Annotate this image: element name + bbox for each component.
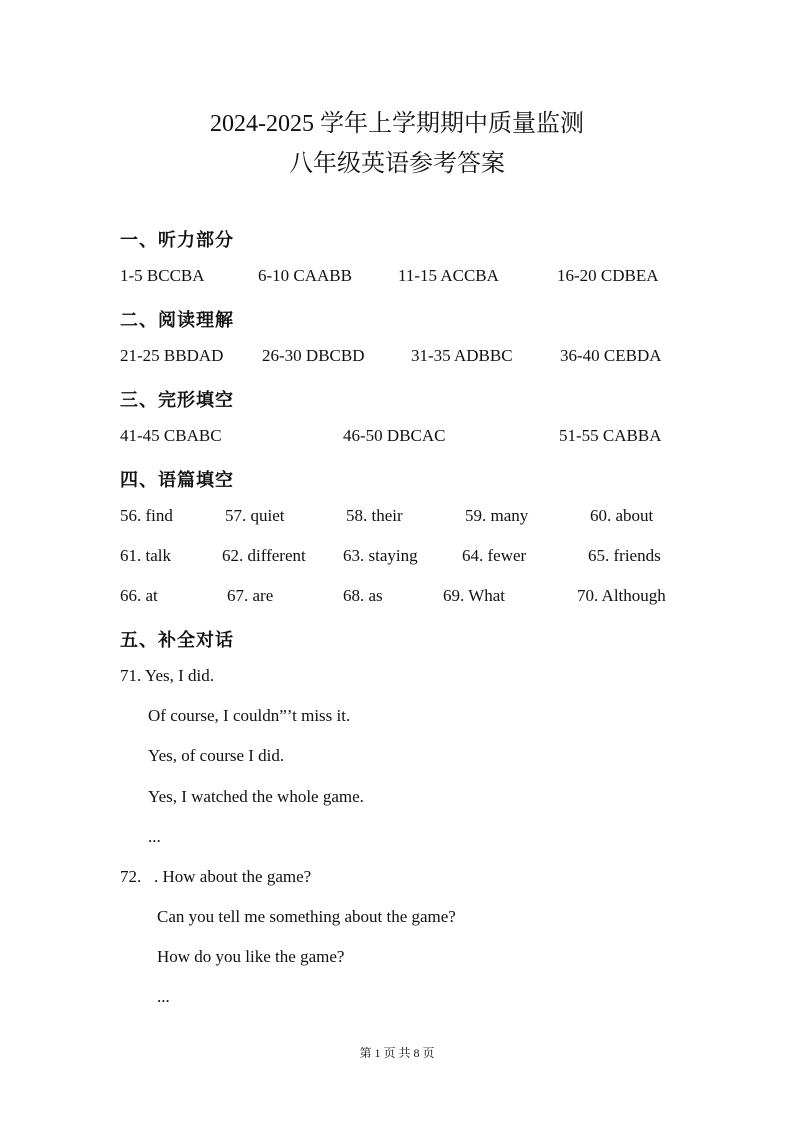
page-title: 2024-2025 学年上学期期中质量监测 (210, 111, 584, 137)
answer-item: 67. are (227, 586, 274, 605)
answer-item: 58. their (346, 506, 403, 525)
answer-item: 61. talk (120, 546, 171, 565)
answer-group: 16-20 CDBEA (557, 266, 659, 285)
answer-group: 11-15 ACCBA (398, 266, 499, 285)
answer-line: Can you tell me something about the game? (157, 907, 456, 926)
answer-line: Yes, of course I did. (148, 746, 285, 765)
answer-group: 21-25 BBDAD (120, 346, 224, 365)
answer-item: 69. What (443, 586, 506, 605)
answer-item: 56. find (120, 506, 173, 525)
answer-group: 26-30 DBCBD (262, 346, 365, 365)
page-footer: 第 1 页 共 8 页 (359, 1046, 435, 1060)
answer-item: 66. at (120, 586, 158, 605)
answer-item: 62. different (222, 546, 306, 565)
section-heading-dialogue: 五、补全对话 (120, 630, 234, 651)
answer-item: 63. staying (343, 546, 418, 565)
answer-line: 72. . How about the game? (120, 867, 312, 886)
answer-line: Yes, I watched the whole game. (148, 787, 364, 806)
answer-group: 51-55 CABBA (559, 426, 662, 445)
answer-line: ... (157, 987, 170, 1006)
page-subtitle: 八年级英语参考答案 (289, 151, 505, 177)
answer-line: Of course, I couldn”’t miss it. (148, 706, 351, 725)
answer-group: 6-10 CAABB (258, 266, 352, 285)
answer-item: 57. quiet (225, 506, 285, 525)
answer-item: 65. friends (588, 546, 661, 565)
answer-group: 31-35 ADBBC (411, 346, 513, 365)
answer-group: 41-45 CBABC (120, 426, 222, 445)
answer-group: 46-50 DBCAC (343, 426, 446, 445)
section-heading-reading: 二、阅读理解 (120, 310, 234, 331)
section-heading-listening: 一、听力部分 (120, 230, 234, 251)
answer-line: ... (148, 827, 161, 846)
answer-item: 60. about (590, 506, 654, 525)
answer-item: 68. as (343, 586, 383, 605)
answer-group: 36-40 CEBDA (560, 346, 662, 365)
section-heading-passage-fill: 四、语篇填空 (120, 470, 234, 491)
answer-item: 64. fewer (462, 546, 527, 565)
answer-item: 59. many (465, 506, 529, 525)
section-heading-cloze: 三、完形填空 (120, 390, 234, 411)
answer-item: 70. Although (577, 586, 666, 605)
answer-line: How do you like the game? (157, 947, 345, 966)
answer-group: 1-5 BCCBA (120, 266, 205, 285)
answer-line: 71. Yes, I did. (120, 666, 214, 685)
